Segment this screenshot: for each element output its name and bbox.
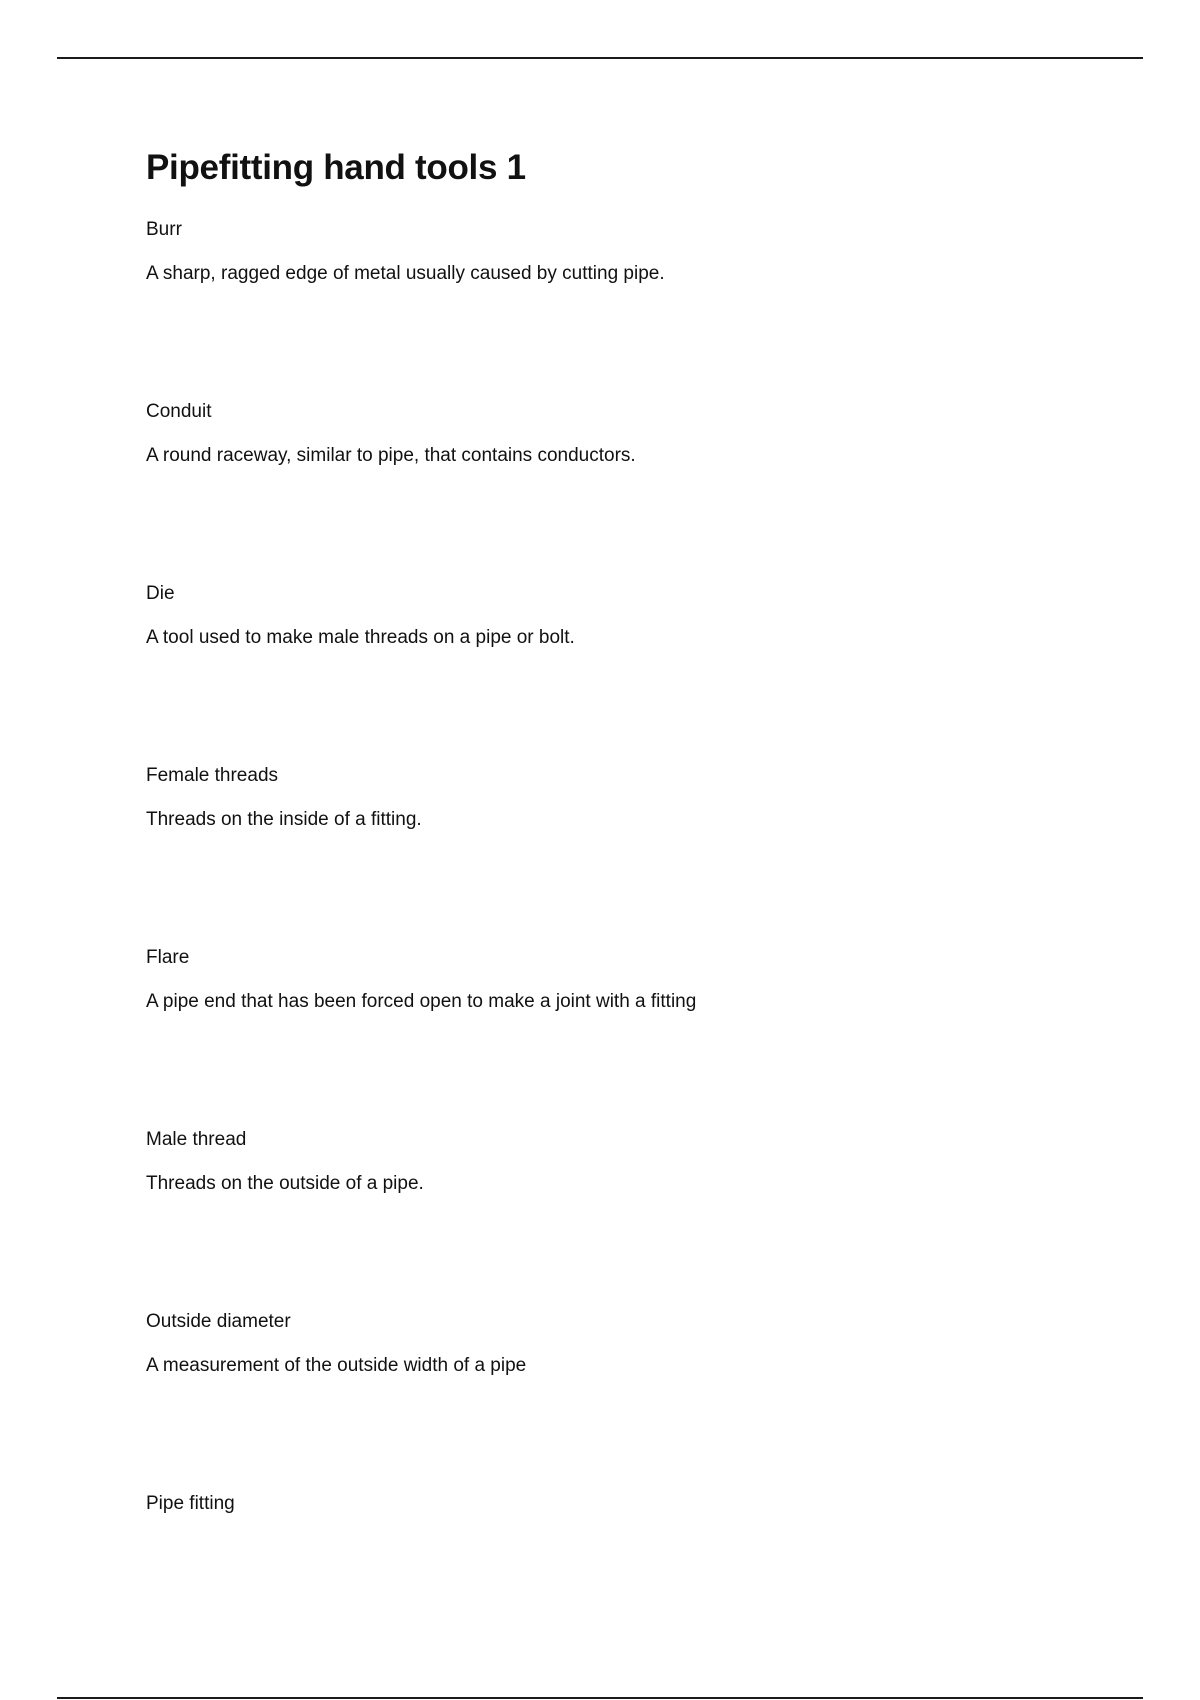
term-list (146, 219, 1146, 1675)
term-entry (146, 947, 1146, 1129)
term-definition: A tool used to make male threads on a pipe or bolt. (146, 627, 575, 648)
term-entry (146, 583, 1146, 765)
term-label: Pipe fitting (146, 1493, 235, 1514)
term-label: Conduit (146, 401, 212, 422)
term-label: Burr (146, 219, 182, 240)
term-label: Flare (146, 947, 190, 968)
footer-divider (57, 1697, 1143, 1699)
term-entry (146, 401, 1146, 583)
term-definition: A round raceway, similar to pipe, that contains conductors. (146, 445, 636, 466)
term-definition: A pipe end that has been forced open to make a joint with a fitting (146, 991, 697, 1012)
page-title: Pipefitting hand tools 1 (146, 148, 526, 187)
term-label: Male thread (146, 1129, 247, 1150)
term-entry (146, 219, 1146, 401)
term-label: Female threads (146, 765, 279, 786)
term-label: Outside diameter (146, 1311, 291, 1332)
term-entry (146, 765, 1146, 947)
term-entry (146, 1493, 1146, 1675)
term-definition: Threads on the inside of a fitting. (146, 809, 422, 830)
term-definition: A measurement of the outside width of a pipe (146, 1355, 527, 1376)
term-label: Die (146, 583, 175, 604)
term-entry (146, 1311, 1146, 1493)
term-definition: A sharp, ragged edge of metal usually caused by cutting pipe. (146, 263, 665, 284)
term-entry (146, 1129, 1146, 1311)
header-divider (57, 57, 1143, 59)
term-definition: Threads on the outside of a pipe. (146, 1173, 424, 1194)
